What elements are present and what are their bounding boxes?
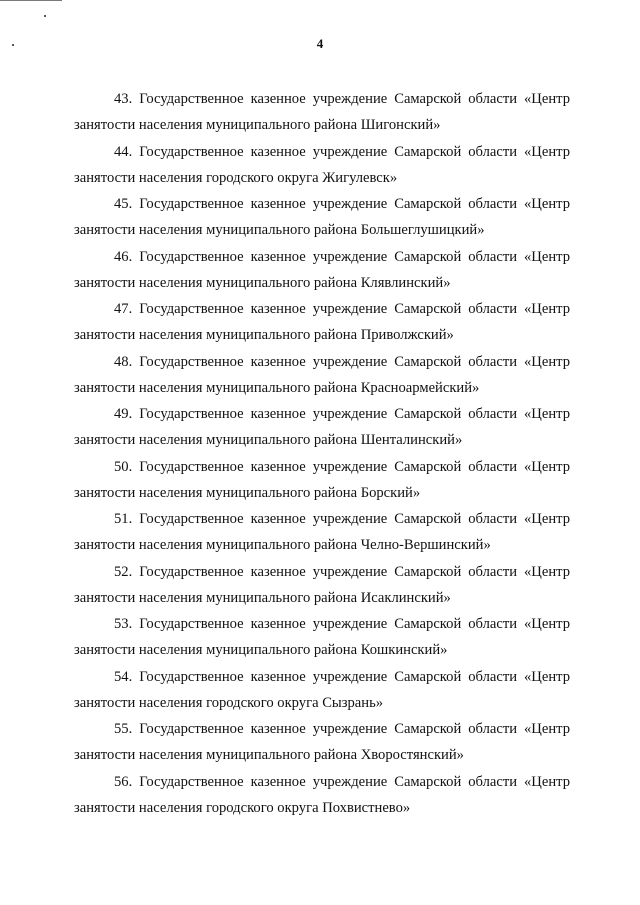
- list-item-continuation: занятости населения муниципального района Борский»: [74, 484, 421, 501]
- list-item: [74, 769, 570, 822]
- list-item: [74, 611, 570, 664]
- list-item-continuation: занятости населения городского округа Жигулевск»: [74, 169, 398, 186]
- list-item-continuation: занятости населения муниципального района Приволжский»: [74, 327, 454, 343]
- list-item-heading: 43. Государственное казенное учреждение Самарской области «Центр: [114, 91, 570, 107]
- list-item-continuation: занятости населения муниципального района Исаклинский»: [74, 589, 451, 606]
- list-item-heading: 56. Государственное казенное учреждение Самарской области «Центр: [114, 773, 570, 790]
- list-item-continuation: занятости населения муниципального района Клявлинский»: [74, 274, 451, 291]
- list-item-heading: 51. Государственное казенное учреждение Самарской области «Центр: [114, 511, 570, 527]
- list-item-heading: 45. Государственное казенное учреждение Самарской области «Центр: [114, 196, 570, 212]
- list-item: [74, 139, 570, 192]
- list-item-heading: 54. Государственное казенное учреждение Самарской области «Центр: [114, 668, 570, 685]
- list-item: [74, 296, 570, 349]
- list-item-continuation: занятости населения муниципального района Большеглушицкий»: [74, 222, 485, 238]
- list-item-continuation: занятости населения муниципального района Красноармейский»: [74, 379, 480, 396]
- list-item-heading: 48. Государственное казенное учреждение Самарской области «Центр: [114, 353, 570, 370]
- list-item-continuation: занятости населения муниципального района Шенталинский»: [74, 432, 463, 448]
- list-item-continuation: занятости населения муниципального района Кошкинский»: [74, 642, 448, 658]
- list-item: [74, 191, 570, 244]
- list-item-heading: 49. Государственное казенное учреждение Самарской области «Центр: [114, 406, 570, 422]
- list-item: [74, 716, 570, 769]
- list-item: [74, 244, 570, 297]
- list-item-heading: 55. Государственное казенное учреждение Самарской области «Центр: [114, 721, 570, 737]
- list-item: [74, 454, 570, 507]
- scan-speck: [44, 15, 46, 17]
- list-item-continuation: занятости населения муниципального района Хворостянский»: [74, 747, 464, 763]
- list-item: [74, 559, 570, 612]
- scan-corner-mark: [0, 0, 62, 5]
- list-item: [74, 401, 570, 454]
- list-item: [74, 86, 570, 139]
- list-item-heading: 53. Государственное казенное учреждение Самарской области «Центр: [114, 616, 570, 632]
- list-item-continuation: занятости населения муниципального района Шигонский»: [74, 117, 441, 133]
- list-item: [74, 506, 570, 559]
- list-item-heading: 47. Государственное казенное учреждение Самарской области «Центр: [114, 301, 570, 317]
- list-item: [74, 349, 570, 402]
- list-item-continuation: занятости населения городского округа Сызрань»: [74, 694, 384, 711]
- list-item-heading: 46. Государственное казенное учреждение Самарской области «Центр: [114, 248, 570, 265]
- list-item-heading: 50. Государственное казенное учреждение Самарской области «Центр: [114, 458, 570, 475]
- list-item-heading: 44. Государственное казенное учреждение Самарской области «Центр: [114, 143, 570, 160]
- list-item-continuation: занятости населения муниципального района Челно-Вершинский»: [74, 537, 491, 553]
- list-item-continuation: занятости населения городского округа Похвистнево»: [74, 799, 411, 816]
- list-item-heading: 52. Государственное казенное учреждение Самарской области «Центр: [114, 563, 570, 580]
- list-item: [74, 664, 570, 717]
- institution-list: [74, 86, 570, 821]
- page-number: 4: [316, 36, 324, 51]
